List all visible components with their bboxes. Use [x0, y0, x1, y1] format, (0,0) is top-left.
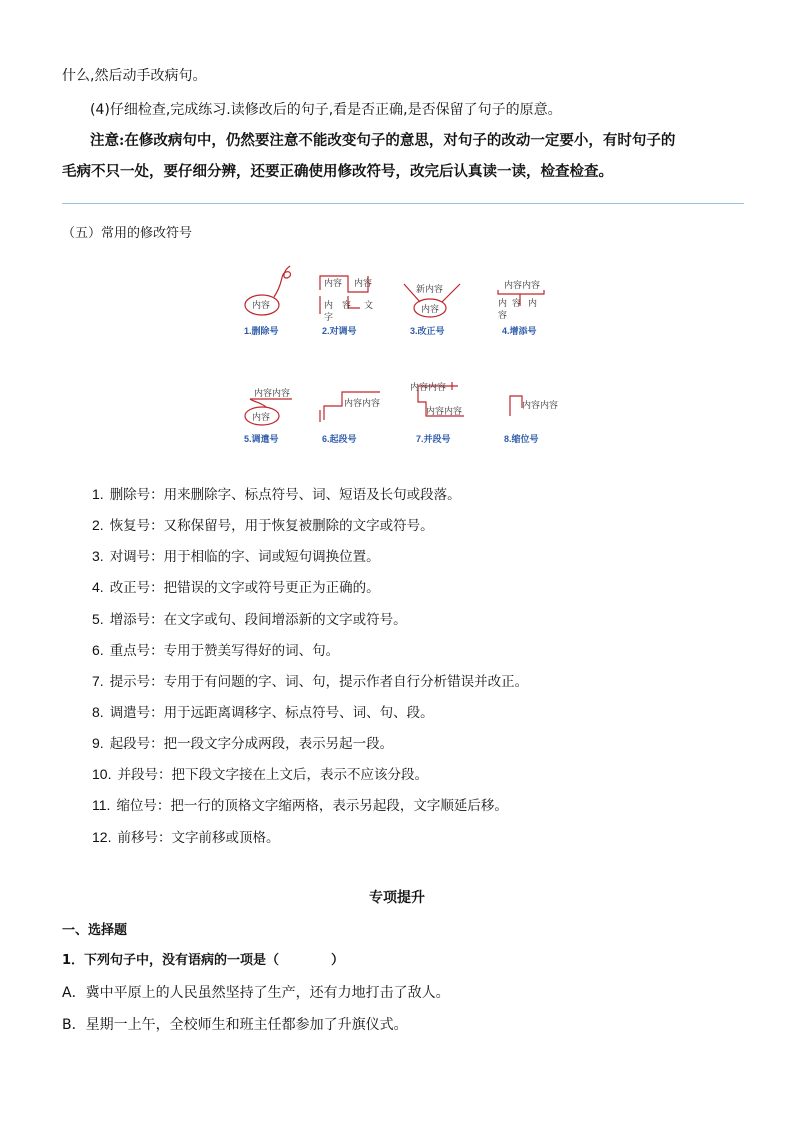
caption-7: 7.并段号 — [416, 434, 451, 444]
list-item: 1. 删除号：用来删除字、标点符号、词、短语及长句或段落。 — [92, 486, 461, 503]
fig-text: 内 — [324, 300, 334, 310]
swap-mark — [320, 276, 373, 336]
fig-text: 内容 — [324, 278, 343, 288]
correction-symbols-figure — [230, 262, 570, 452]
fig-text: 内容 — [421, 304, 440, 314]
list-item: 8. 调遣号：用于远距离调移字、标点符号、词、句、段。 — [92, 704, 434, 721]
list-item: 3. 对调号：用于相临的字、词或短句调换位置。 — [92, 548, 380, 565]
list-item: 4. 改正号：把错误的文字或符号更正为正确的。 — [92, 579, 380, 596]
note-line-2: 毛病不只一处，要仔细分辨，还要正确使用修改符号，改完后认真读一读，检查检查。 — [62, 163, 613, 180]
indent-mark — [504, 396, 558, 444]
fig-text: 内容 — [252, 300, 271, 310]
option-a: A．冀中平原上的人民虽然坚持了生产，还有力地打击了敌人。 — [62, 985, 450, 1001]
new-paragraph-mark — [320, 392, 380, 444]
caption-3: 3.改正号 — [410, 326, 445, 336]
caption-2: 2.对调号 — [322, 326, 357, 336]
fig-text: 内容内容 — [522, 400, 559, 410]
caption-1: 1.删除号 — [244, 326, 279, 336]
section-heading: 一、选择题 — [62, 923, 128, 938]
fig-text: 内 — [498, 298, 508, 308]
fig-text: 字 — [324, 312, 334, 322]
list-item: 2. 恢复号：又称保留号，用于恢复被删除的文字或符号。 — [92, 517, 434, 534]
note-line-1: 注意:在修改病句中，仍然要注意不能改变句子的意思，对句子的改动一定要小，有时句子的 — [90, 132, 676, 149]
list-item: 9. 起段号：把一段文字分成两段，表示另起一段。 — [92, 735, 394, 752]
caption-6: 6.起段号 — [322, 434, 357, 444]
fig-text: 内容内容 — [344, 398, 381, 408]
list-item: 11. 缩位号：把一行的顶格文字缩两格，表示另起段，文字顺延后移。 — [92, 797, 508, 814]
caption-4: 4.增添号 — [502, 326, 537, 336]
caption-8: 8.缩位号 — [504, 434, 539, 444]
fig-text: 内 — [528, 298, 538, 308]
fig-text: 新内容 — [416, 284, 444, 294]
deletion-mark — [244, 266, 291, 336]
insertion-mark — [498, 279, 544, 336]
fig-text: 容 — [498, 310, 508, 320]
fig-text: 内容内容 — [426, 406, 463, 416]
fig-text: 内容 — [354, 278, 373, 288]
correction-mark — [404, 283, 460, 336]
fig-text: 容 — [342, 300, 352, 310]
list-item: 12. 前移号：文字前移或顶格。 — [92, 829, 280, 846]
list-item: 5. 增添号：在文字或句、段间增添新的文字或符号。 — [92, 611, 407, 628]
fig-text: 内容内容 — [410, 382, 447, 392]
merge-paragraph-mark — [410, 381, 464, 444]
option-b: B．星期一上午，全校师生和班主任都参加了升旗仪式。 — [62, 1017, 408, 1033]
fig-text: 内容内容 — [504, 280, 541, 290]
section-title: （五）常用的修改符号 — [62, 226, 193, 241]
fig-text: 内容 — [252, 412, 271, 422]
fig-text: 文 — [364, 300, 374, 310]
step-4: (4)仔细检查,完成练习.读修改后的句子,看是否正确,是否保留了句子的原意。 — [90, 102, 562, 118]
caption-5: 5.调遣号 — [244, 434, 279, 444]
fig-text: 容 — [512, 298, 522, 308]
list-item: 10. 并段号：把下段文字接在上文后，表示不应该分段。 — [92, 766, 428, 783]
practice-heading: 专项提升 — [369, 890, 425, 906]
question-1: 1．下列句子中，没有语病的一项是（ ） — [62, 953, 345, 968]
section-divider — [62, 203, 744, 204]
fig-text: 内容内容 — [254, 388, 291, 398]
intro-line: 什么,然后动手改病句。 — [62, 68, 207, 84]
list-item: 6. 重点号：专用于赞美写得好的词、句。 — [92, 642, 340, 659]
move-mark — [244, 387, 292, 444]
list-item: 7. 提示号：专用于有问题的字、词、句，提示作者自行分析错误并改正。 — [92, 673, 529, 690]
